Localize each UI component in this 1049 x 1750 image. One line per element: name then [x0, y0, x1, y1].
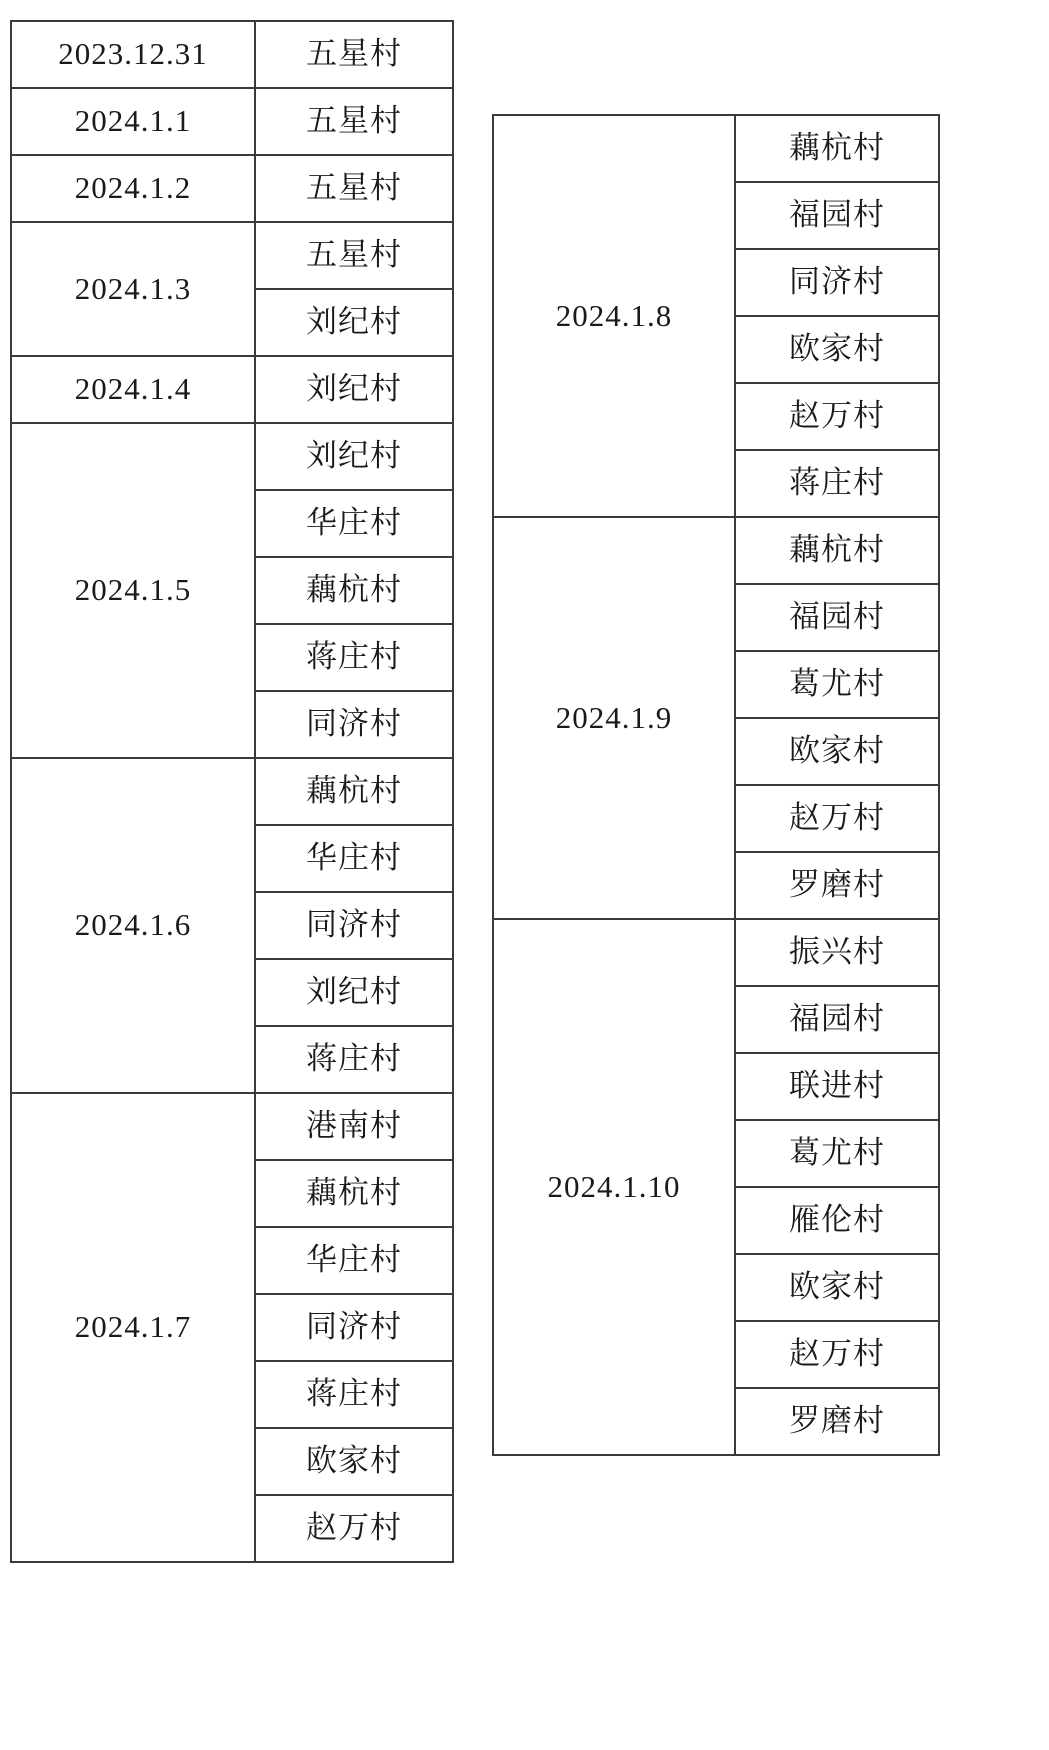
village-cell: 刘纪村 [255, 959, 453, 1026]
table-row [11, 88, 453, 155]
village-cell: 华庄村 [255, 1227, 453, 1294]
table-row [493, 115, 939, 182]
village-cell: 华庄村 [255, 490, 453, 557]
village-cell: 蒋庄村 [255, 624, 453, 691]
village-cell: 赵万村 [735, 1321, 939, 1388]
village-cell: 葛尤村 [735, 651, 939, 718]
table-row [11, 356, 453, 423]
table-row [11, 758, 453, 825]
table-row [11, 222, 453, 289]
date-cell: 2024.1.7 [11, 1093, 255, 1562]
table-row [11, 1093, 453, 1160]
village-cell: 欧家村 [735, 316, 939, 383]
village-cell: 港南村 [255, 1093, 453, 1160]
village-cell: 刘纪村 [255, 356, 453, 423]
village-cell: 蒋庄村 [735, 450, 939, 517]
date-cell: 2024.1.3 [11, 222, 255, 356]
village-cell: 欧家村 [735, 1254, 939, 1321]
village-cell: 同济村 [255, 892, 453, 959]
table-row [493, 517, 939, 584]
village-cell: 藕杭村 [255, 758, 453, 825]
village-cell: 福园村 [735, 584, 939, 651]
date-cell: 2024.1.9 [493, 517, 735, 919]
village-cell: 同济村 [255, 691, 453, 758]
village-cell: 藕杭村 [255, 1160, 453, 1227]
village-cell: 蒋庄村 [255, 1361, 453, 1428]
village-cell: 福园村 [735, 986, 939, 1053]
table-row [11, 423, 453, 490]
village-cell: 华庄村 [255, 825, 453, 892]
village-cell: 罗磨村 [735, 852, 939, 919]
village-cell: 刘纪村 [255, 289, 453, 356]
village-cell: 赵万村 [735, 383, 939, 450]
date-cell: 2023.12.31 [11, 21, 255, 88]
village-cell: 福园村 [735, 182, 939, 249]
village-cell: 藕杭村 [255, 557, 453, 624]
table-row [11, 155, 453, 222]
village-cell: 葛尤村 [735, 1120, 939, 1187]
date-cell: 2024.1.8 [493, 115, 735, 517]
date-cell: 2024.1.1 [11, 88, 255, 155]
left-date-village-table [10, 20, 454, 1563]
date-cell: 2024.1.2 [11, 155, 255, 222]
village-cell: 振兴村 [735, 919, 939, 986]
village-cell: 五星村 [255, 88, 453, 155]
village-cell: 五星村 [255, 155, 453, 222]
village-cell: 蒋庄村 [255, 1026, 453, 1093]
date-cell: 2024.1.5 [11, 423, 255, 758]
left-table-body [11, 21, 453, 1562]
table-row [493, 919, 939, 986]
date-cell: 2024.1.4 [11, 356, 255, 423]
village-cell: 赵万村 [735, 785, 939, 852]
village-cell: 赵万村 [255, 1495, 453, 1562]
date-cell: 2024.1.6 [11, 758, 255, 1093]
left-table-container [10, 20, 454, 1563]
village-cell: 雁伦村 [735, 1187, 939, 1254]
table-row [11, 21, 453, 88]
village-cell: 同济村 [255, 1294, 453, 1361]
village-cell: 藕杭村 [735, 517, 939, 584]
village-cell: 五星村 [255, 21, 453, 88]
village-cell: 欧家村 [255, 1428, 453, 1495]
date-cell: 2024.1.10 [493, 919, 735, 1455]
village-cell: 刘纪村 [255, 423, 453, 490]
right-table-container [492, 114, 940, 1456]
right-table-body [493, 115, 939, 1455]
village-cell: 联进村 [735, 1053, 939, 1120]
village-cell: 藕杭村 [735, 115, 939, 182]
village-cell: 欧家村 [735, 718, 939, 785]
right-date-village-table [492, 114, 940, 1456]
village-cell: 五星村 [255, 222, 453, 289]
village-cell: 罗磨村 [735, 1388, 939, 1455]
village-cell: 同济村 [735, 249, 939, 316]
